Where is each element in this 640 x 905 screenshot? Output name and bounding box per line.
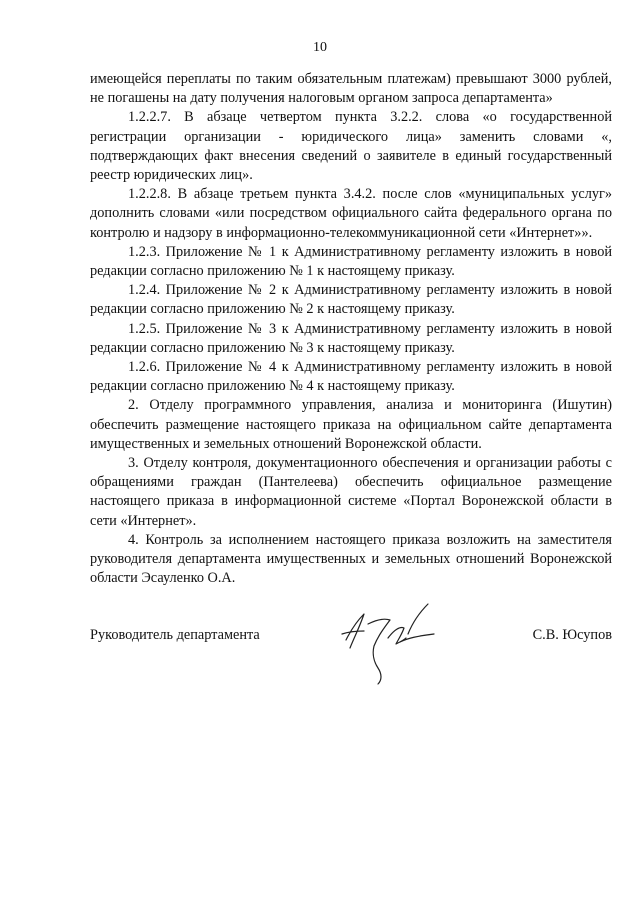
signature-block: [90, 620, 612, 680]
paragraph: 3. Отделу контроля, документационного обеспечения и организации работы с обращениями граждан (Пантелеева) обеспечить официальное размещение настоящего приказа в информационной системе «Портал Воронежской области в сети «Интернет».: [90, 455, 612, 529]
paragraph: 2. Отделу программного управления, анализа и мониторинга (Ишутин) обеспечить размещение настоящего приказа на официальном сайте департамента имущественных и земельных отношений Воронежской области.: [90, 397, 612, 452]
document-body: [90, 70, 612, 588]
handwritten-signature-icon: [338, 598, 448, 688]
paragraph: имеющейся переплаты по таким обязательным платежам) превышают 3000 рублей, не погашены на дату получения налоговым органом запроса департамента»: [90, 71, 612, 107]
paragraph: 1.2.2.8. В абзаце третьем пункта 3.4.2. после слов «муниципальных услуг» дополнить словами «или посредством официального сайта федерального органа по контролю и надзору в информационно-телекоммуникационной сети «Интернет»».: [90, 186, 612, 241]
paragraph: 1.2.2.7. В абзаце четвертом пункта 3.2.2. слова «о государственной регистрации организации - юридического лица» заменить словами «, подтверждающих факт внесения сведений о заявителе в единый государственный реестр юридических лиц».: [90, 109, 612, 184]
paragraph: 1.2.6. Приложение № 4 к Административному регламенту изложить в новой редакции согласно приложению № 4 к настоящему приказу.: [90, 359, 612, 395]
signatory-title: Руководитель департамента: [90, 627, 260, 643]
paragraph: 1.2.5. Приложение № 3 к Административному регламенту изложить в новой редакции согласно приложению № 3 к настоящему приказу.: [90, 320, 612, 356]
paragraph: 4. Контроль за исполнением настоящего приказа возложить на заместителя руководителя департамента имущественных и земельных отношений Воронежской области Эсауленко О.А.: [90, 531, 612, 587]
paragraph: 1.2.4. Приложение № 2 к Административному регламенту изложить в новой редакции согласно приложению № 2 к настоящему приказу.: [90, 282, 612, 318]
paragraph: 1.2.3. Приложение № 1 к Административному регламенту изложить в новой редакции согласно приложению № 1 к настоящему приказу.: [90, 243, 612, 280]
signatory-name: С.В. Юсупов: [532, 627, 612, 643]
page-number: 10: [313, 40, 327, 55]
